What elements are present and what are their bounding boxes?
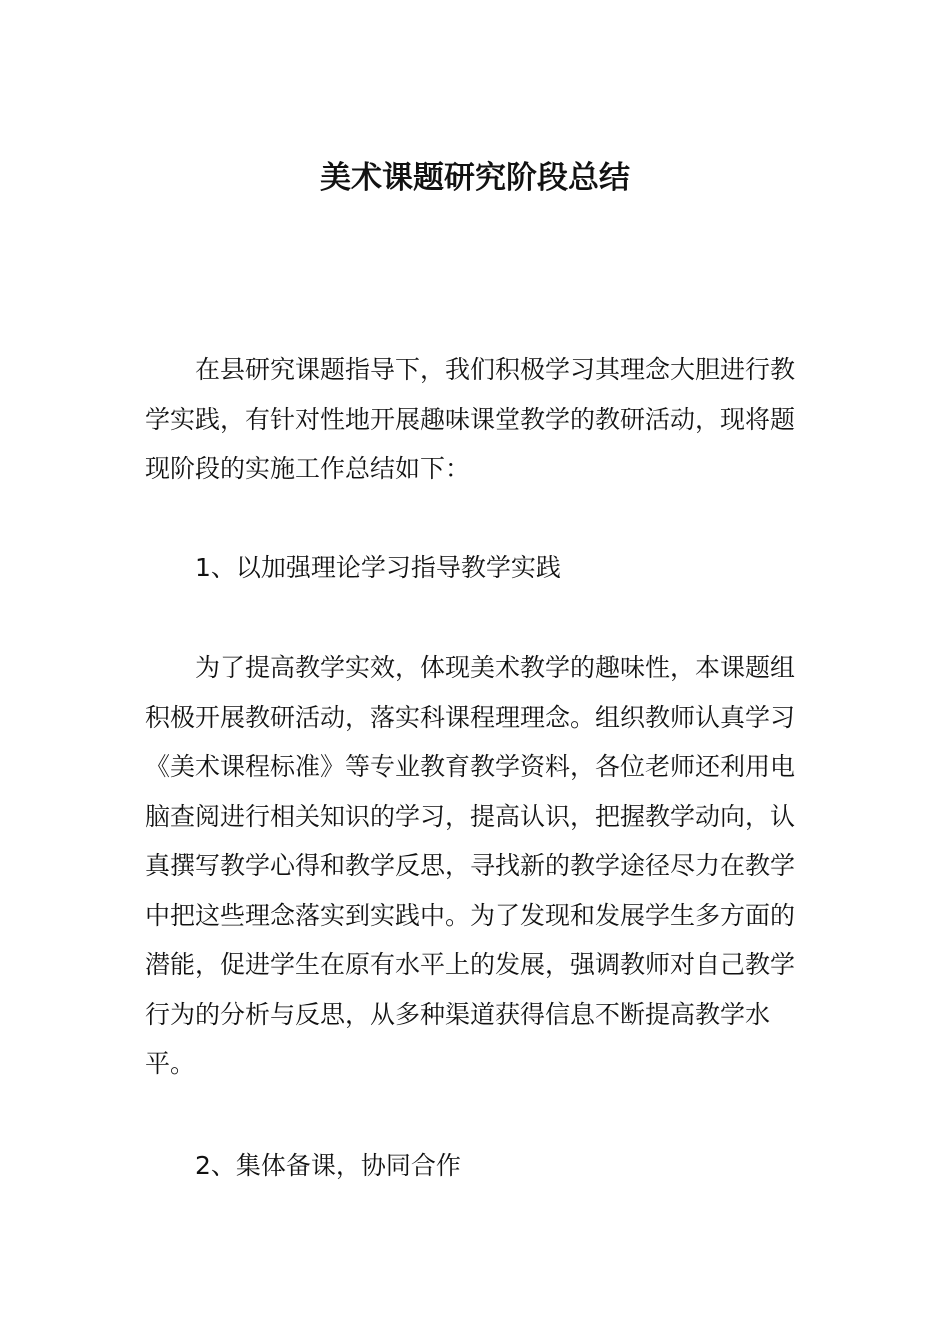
section-1-body-block (145, 643, 810, 1089)
section-1-heading: 1、以加强理论学习指导教学实践 (195, 553, 561, 582)
section-1-paragraph: 为了提高教学实效，体现美术教学的趣味性，本课题组积极开展教研活动，落实科课程理理念。组织教师认真学习《美术课程标准》等专业教育教学资料，各位老师还利用电脑查阅进行相关知识的学习，提高认识，把握教学动向，认真撰写教学心得和教学反思，寻找新的教学途径尽力在教学中把这些理念落实到实践中。为了发现和发展学生多方面的潜能，促进学生在原有水平上的发展，强调教师对自己教学行为的分析与反思，从多种渠道获得信息不断提高教学水平。 (145, 653, 796, 1078)
document-title: 美术课题研究阶段总结 (320, 160, 630, 196)
intro-paragraph: 在县研究课题指导下，我们积极学习其理念大胆进行教学实践，有针对性地开展趣味课堂教学的教研活动，现将题现阶段的实施工作总结如下： (145, 355, 796, 483)
section-2-heading-block (145, 1141, 810, 1191)
section-1-heading-block (145, 543, 810, 593)
section-2-heading: 2、集体备课，协同合作 (195, 1151, 461, 1180)
intro-block (145, 345, 810, 494)
